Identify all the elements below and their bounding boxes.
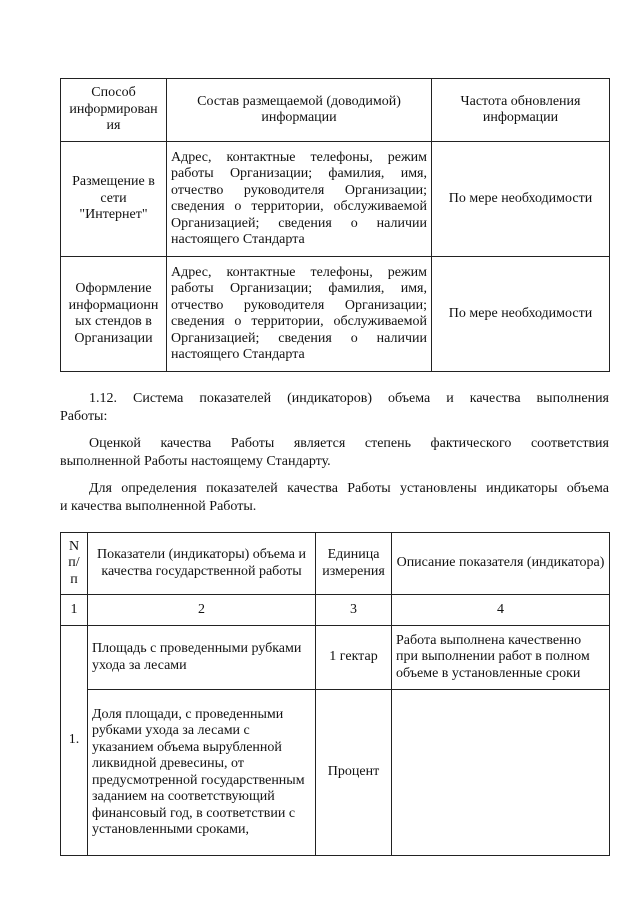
- table-row: [61, 257, 610, 372]
- header-frequency: Частота обновления информации: [432, 79, 610, 142]
- paragraph-line: выполненной Работы настоящему Стандарту.: [60, 454, 331, 469]
- header-description: Описание показателя (индикатора): [392, 533, 610, 595]
- row-number: 1.: [61, 626, 88, 856]
- content-line: отчество руководителя Организации;: [171, 182, 427, 198]
- content-line: работы Организации; фамилия, имя,: [171, 281, 427, 296]
- row-indicator: Площадь с проведенными рубками ухода за лесами: [88, 626, 316, 690]
- header-indicator: Показатели (индикаторы) объема и качества государственной работы: [88, 533, 316, 595]
- paragraph-line: Работы:: [60, 409, 108, 424]
- content-line: Организацией; сведения о наличии: [171, 330, 427, 346]
- header-unit: Единица измерения: [316, 533, 392, 595]
- information-methods-table: [60, 78, 610, 372]
- header-content: Состав размещаемой (доводимой) информации: [167, 79, 432, 142]
- row-content: [167, 257, 432, 372]
- column-number: 3: [316, 595, 392, 626]
- header-method: Способ информирован ия: [61, 79, 167, 142]
- content-line: настоящего Стандарта: [171, 232, 305, 247]
- content-line: работы Организации; фамилия, имя,: [171, 166, 427, 181]
- column-number: 2: [88, 595, 316, 626]
- paragraph-line: Оценкой качества Работы является степень фактического соответствия: [89, 436, 609, 451]
- table-row: [61, 142, 610, 257]
- row-indicator: Доля площади, с проведенными рубками ухода за лесами с указанием объема вырубленной ликвидной древесины, от предусмотренной государственным заданием на соответствующий финансовый год, в соответствии с установленными сроками,: [88, 690, 316, 856]
- table-row: [61, 690, 610, 856]
- content-line: Организацией; сведения о наличии: [171, 215, 427, 231]
- column-number: 1: [61, 595, 88, 626]
- column-number: 4: [392, 595, 610, 626]
- row-frequency: По мере необходимости: [432, 142, 610, 257]
- content-line: Адрес, контактные телефоны, режим: [171, 149, 427, 165]
- table-header-row: [61, 79, 610, 142]
- row-description: Работа выполнена качественно при выполнении работ в полном объеме в установленные сроки: [392, 626, 610, 690]
- row-method: Оформление информационн ых стендов в Организации: [61, 257, 167, 372]
- row-description: [392, 690, 610, 856]
- row-content: [167, 142, 432, 257]
- content-line: настоящего Стандарта: [171, 347, 305, 362]
- content-line: сведения о территории, обслуживаемой: [171, 314, 427, 329]
- paragraph-line: 1.12. Система показателей (индикаторов) объема и качества выполнения: [89, 391, 609, 406]
- row-method: Размещение в сети "Интернет": [61, 142, 167, 257]
- paragraph-indicators-system: [60, 390, 609, 426]
- content-line: сведения о территории, обслуживаемой: [171, 199, 427, 214]
- table-header-row: [61, 533, 610, 595]
- row-unit: Процент: [316, 690, 392, 856]
- column-numbers-row: [61, 595, 610, 626]
- paragraph-indicators-defined: [60, 480, 609, 516]
- header-number: N п/п: [61, 533, 88, 595]
- paragraph-line: и качества выполненной Работы.: [60, 499, 257, 514]
- row-frequency: По мере необходимости: [432, 257, 610, 372]
- paragraph-line: Для определения показателей качества Работы установлены индикаторы объема: [89, 481, 609, 496]
- quality-indicators-table: [60, 532, 610, 856]
- paragraph-quality-assessment: [60, 435, 609, 471]
- content-line: отчество руководителя Организации;: [171, 297, 427, 313]
- table-row: [61, 626, 610, 690]
- content-line: Адрес, контактные телефоны, режим: [171, 264, 427, 280]
- row-unit: 1 гектар: [316, 626, 392, 690]
